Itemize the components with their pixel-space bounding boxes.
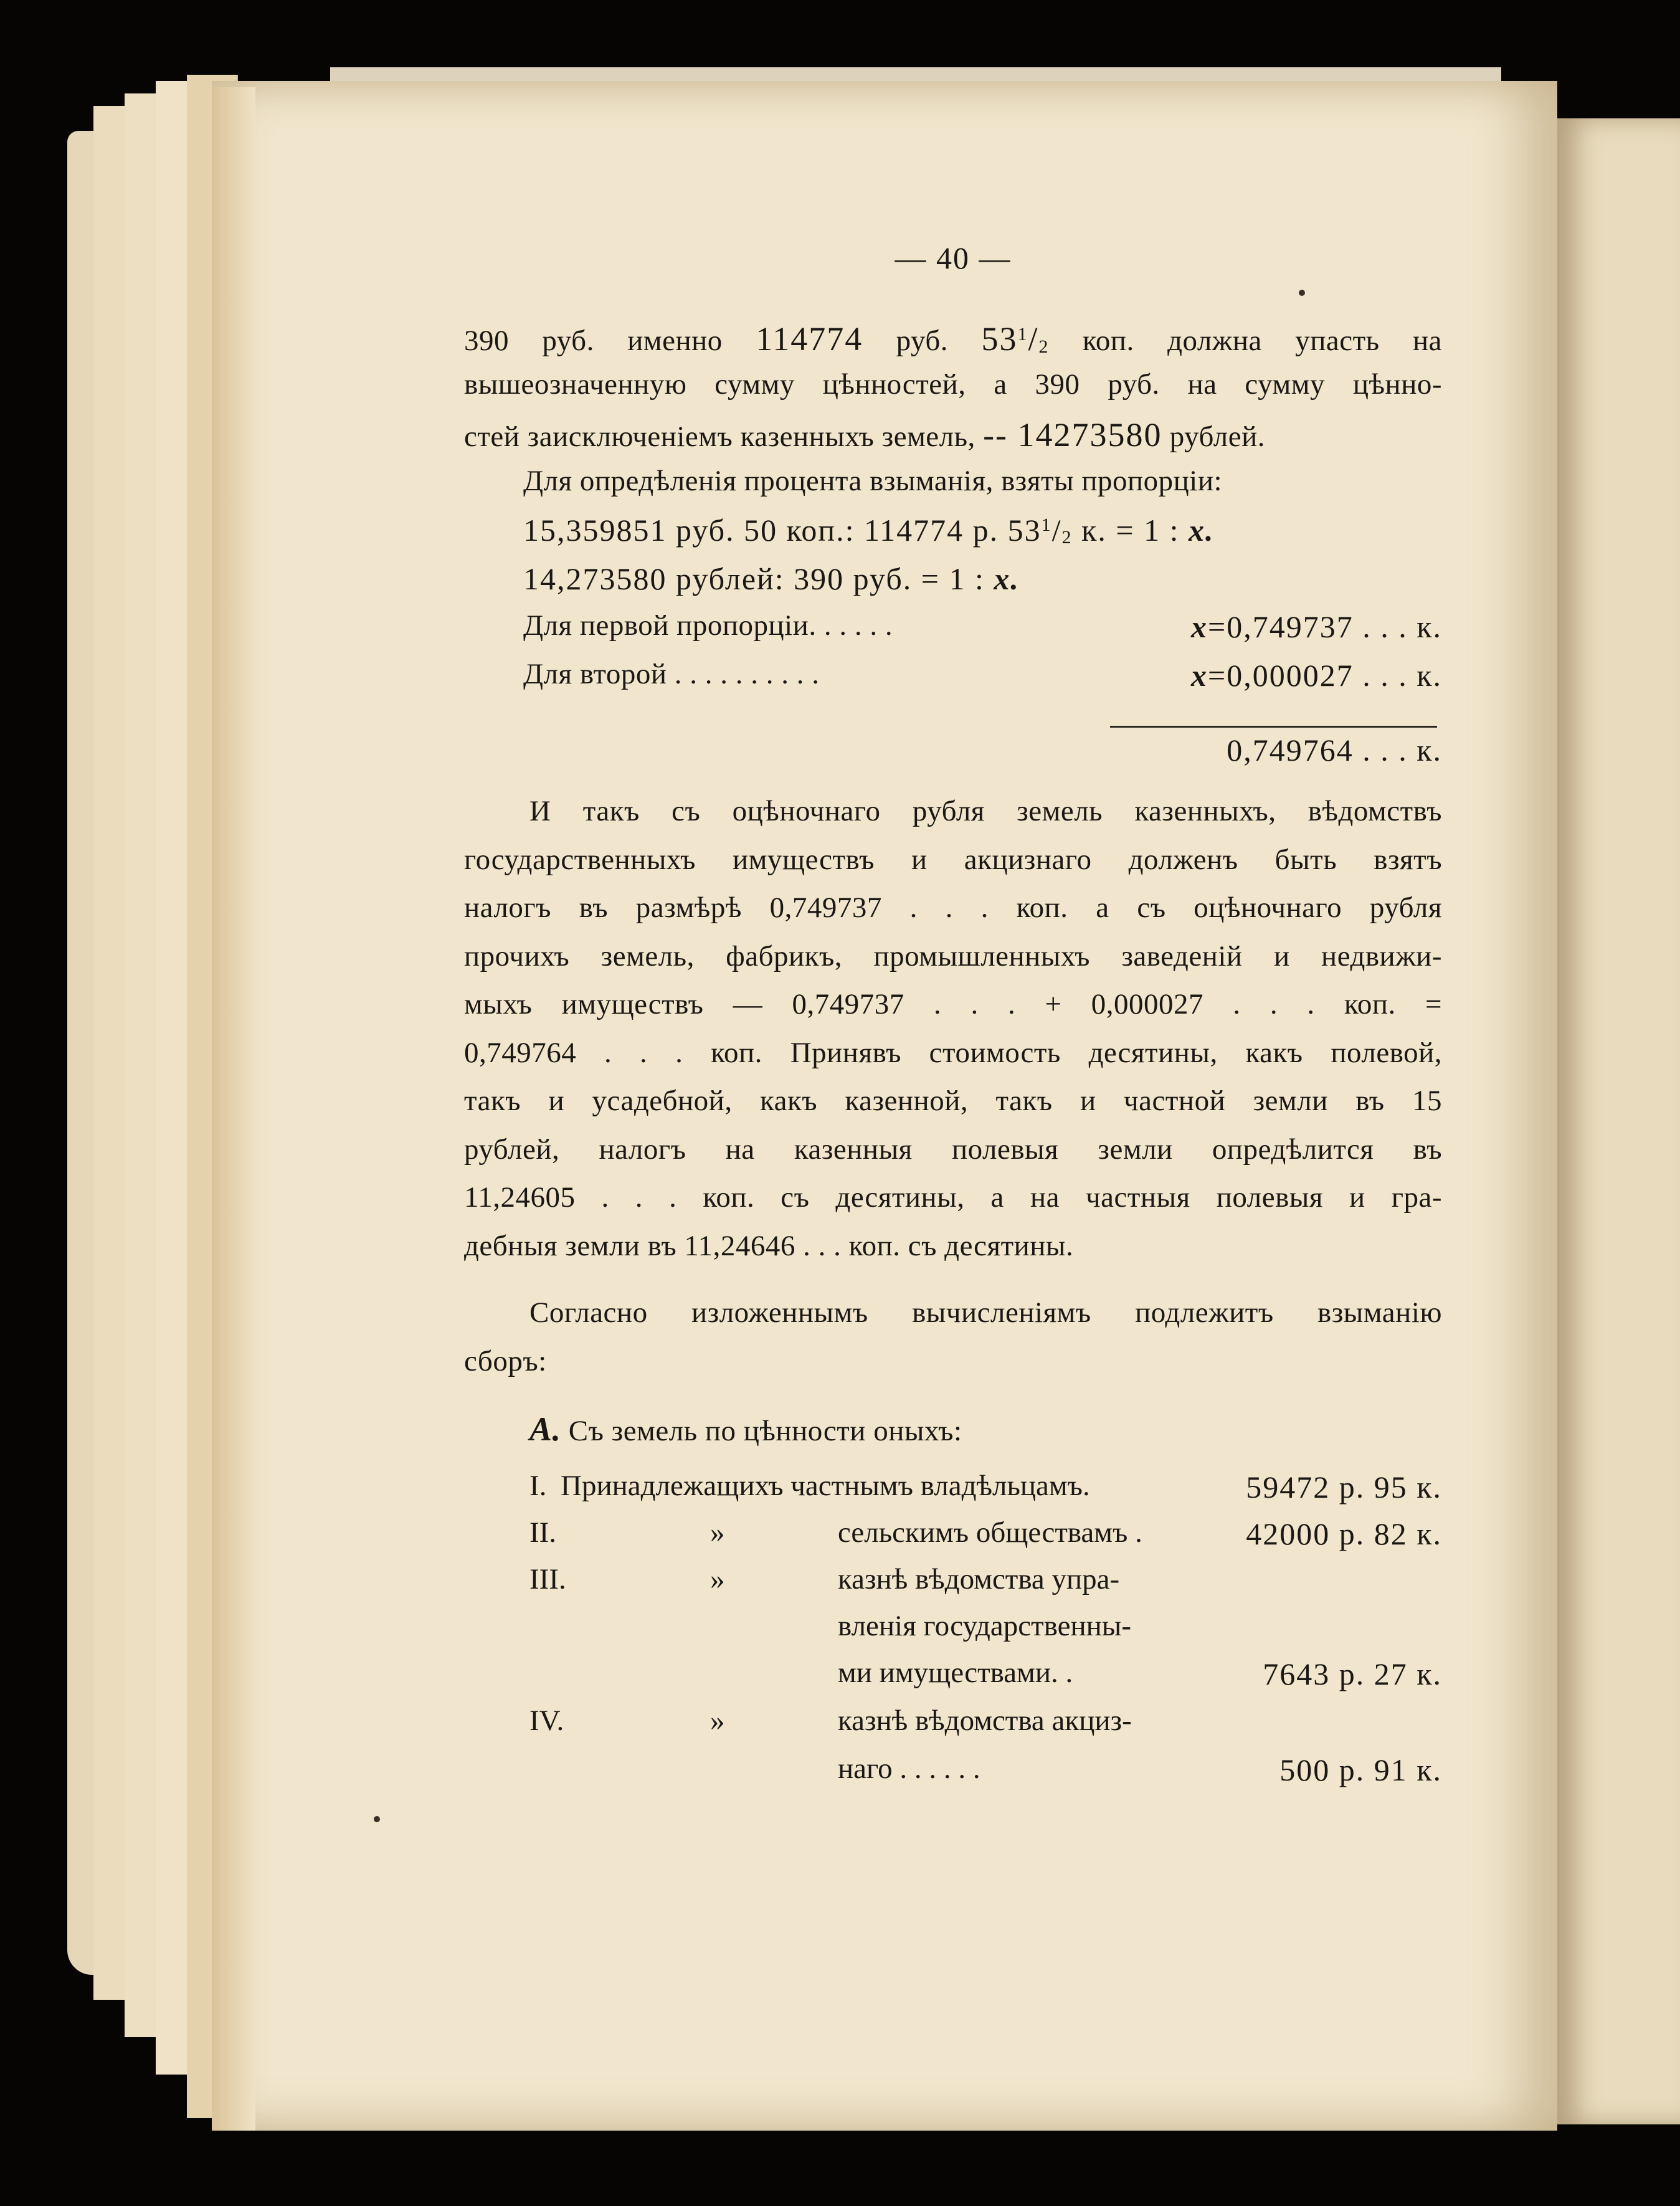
- number: -- 14273580: [983, 416, 1162, 454]
- facing-page-edge: [1557, 118, 1680, 2124]
- text-line: 0,749764 . . . коп. Принявъ стоимость десятины, какъ полевой,: [464, 1037, 1442, 1069]
- text-line: 11,24605 . . . коп. съ десятины, а на частныя полевыя и гра-: [464, 1181, 1442, 1214]
- ditto-mark: »: [710, 1563, 725, 1595]
- ink-speck: [1299, 290, 1305, 296]
- number: =0,749737 . . . к.: [1208, 609, 1442, 644]
- text: стей заисключеніемъ казенныхъ земель,: [464, 421, 975, 453]
- variable: x: [1191, 658, 1208, 693]
- row-label: Принадлежащихъ частнымъ владѣльцамъ.: [561, 1470, 1090, 1502]
- ditto-mark: »: [710, 1704, 725, 1737]
- variable: x.: [994, 561, 1020, 596]
- section-letter: А.: [529, 1410, 561, 1448]
- section-heading: [529, 1410, 962, 1448]
- text-line: И такъ съ оцѣночнаго рубля земель казенныхъ, вѣдомствъ: [529, 795, 1442, 827]
- row-amount: 7643 р. 27 к.: [1263, 1657, 1442, 1691]
- fraction-denominator: 2: [1038, 336, 1050, 357]
- result-value: [1191, 657, 1442, 693]
- row-number: I.: [529, 1470, 547, 1502]
- number: =0,000027 . . . к.: [1208, 658, 1442, 693]
- row-label: сельскимъ обществамъ .: [838, 1516, 1142, 1549]
- section-title: Съ земель по цѣнности оныхъ:: [568, 1415, 962, 1447]
- text-line: сборъ:: [464, 1345, 547, 1377]
- text: 15,359851 руб. 50 коп.: 114774 р. 53: [523, 513, 1042, 548]
- text: к. = 1 :: [1081, 513, 1180, 548]
- row-amount: 500 р. 91 к.: [1279, 1752, 1442, 1787]
- row-label: казнѣ вѣдомства упра-: [838, 1563, 1120, 1595]
- row-number: IV.: [529, 1704, 564, 1737]
- fraction-numerator: 1: [1041, 515, 1052, 535]
- text-line: такъ и усадебной, какъ казенной, такъ и частной земли въ 15: [464, 1085, 1442, 1117]
- result-value: [1191, 609, 1442, 645]
- row-amount: 59472 р. 95 к.: [1246, 1470, 1442, 1505]
- page-gutter: [212, 87, 255, 2131]
- proportion-line: [523, 561, 1020, 597]
- row-number: II.: [529, 1516, 557, 1549]
- text: 390 руб. именно: [464, 325, 723, 357]
- page-number: — 40 —: [895, 240, 1012, 275]
- text-line: налогъ въ размѣрѣ 0,749737 . . . коп. а съ оцѣночнаго рубля: [464, 891, 1442, 924]
- row-label: казнѣ вѣдомства акциз-: [838, 1704, 1132, 1737]
- text-line: Для опредѣленія процента взыманія, взяты пропорціи:: [523, 465, 1223, 497]
- text: руб.: [896, 325, 949, 357]
- text-line: вышеозначенную сумму цѣнностей, а 390 руб. на сумму цѣнно-: [464, 368, 1442, 401]
- fraction-denominator: 2: [1061, 527, 1073, 548]
- ditto-mark: »: [710, 1516, 725, 1549]
- text-line: [464, 320, 1442, 358]
- fraction-slash: /: [1051, 513, 1062, 548]
- text-line: прочихъ земель, фабрикъ, промышленныхъ заведеній и недвижи-: [464, 940, 1442, 972]
- text-line: Согласно изложеннымъ вычисленіямъ подлежитъ взыманію: [529, 1296, 1442, 1329]
- text-line: мыхъ имуществъ — 0,749737 . . . + 0,000027 . . . коп. =: [464, 988, 1442, 1020]
- sum-rule: [1110, 726, 1437, 728]
- text: коп. должна упасть на: [1082, 325, 1443, 357]
- text: рублей.: [1169, 421, 1266, 453]
- text-line: [464, 416, 1265, 454]
- variable: x.: [1188, 513, 1215, 548]
- fraction-slash: /: [1028, 320, 1039, 358]
- text-line: дебныя земли въ 11,24646 . . . коп. съ десятины.: [464, 1230, 1074, 1262]
- row-amount: 42000 р. 82 к.: [1246, 1516, 1442, 1551]
- text-line: государственныхъ имуществъ и акцизнаго долженъ быть взятъ: [464, 844, 1442, 876]
- row-number: III.: [529, 1563, 566, 1595]
- variable: x: [1191, 609, 1208, 644]
- proportion-line: [523, 512, 1214, 548]
- text: 14,273580 рублей: 390 руб. = 1 :: [523, 561, 985, 596]
- row-label: вленія государственны-: [838, 1610, 1132, 1642]
- text-line: Для второй . . . . . . . . . .: [523, 658, 820, 690]
- text-line: рублей, налогъ на казенныя полевыя земли опредѣлится въ: [464, 1133, 1442, 1166]
- text-line: Для первой пропорціи. . . . . .: [523, 609, 893, 642]
- number: 114774: [756, 320, 863, 358]
- row-label: наго . . . . . .: [838, 1752, 980, 1785]
- row-label: ми имуществами. .: [838, 1657, 1073, 1689]
- sum-value: 0,749764 . . . к.: [1227, 733, 1442, 768]
- fraction-numerator: 1: [1017, 324, 1028, 345]
- number: 53: [981, 320, 1018, 358]
- ink-speck: [374, 1816, 380, 1822]
